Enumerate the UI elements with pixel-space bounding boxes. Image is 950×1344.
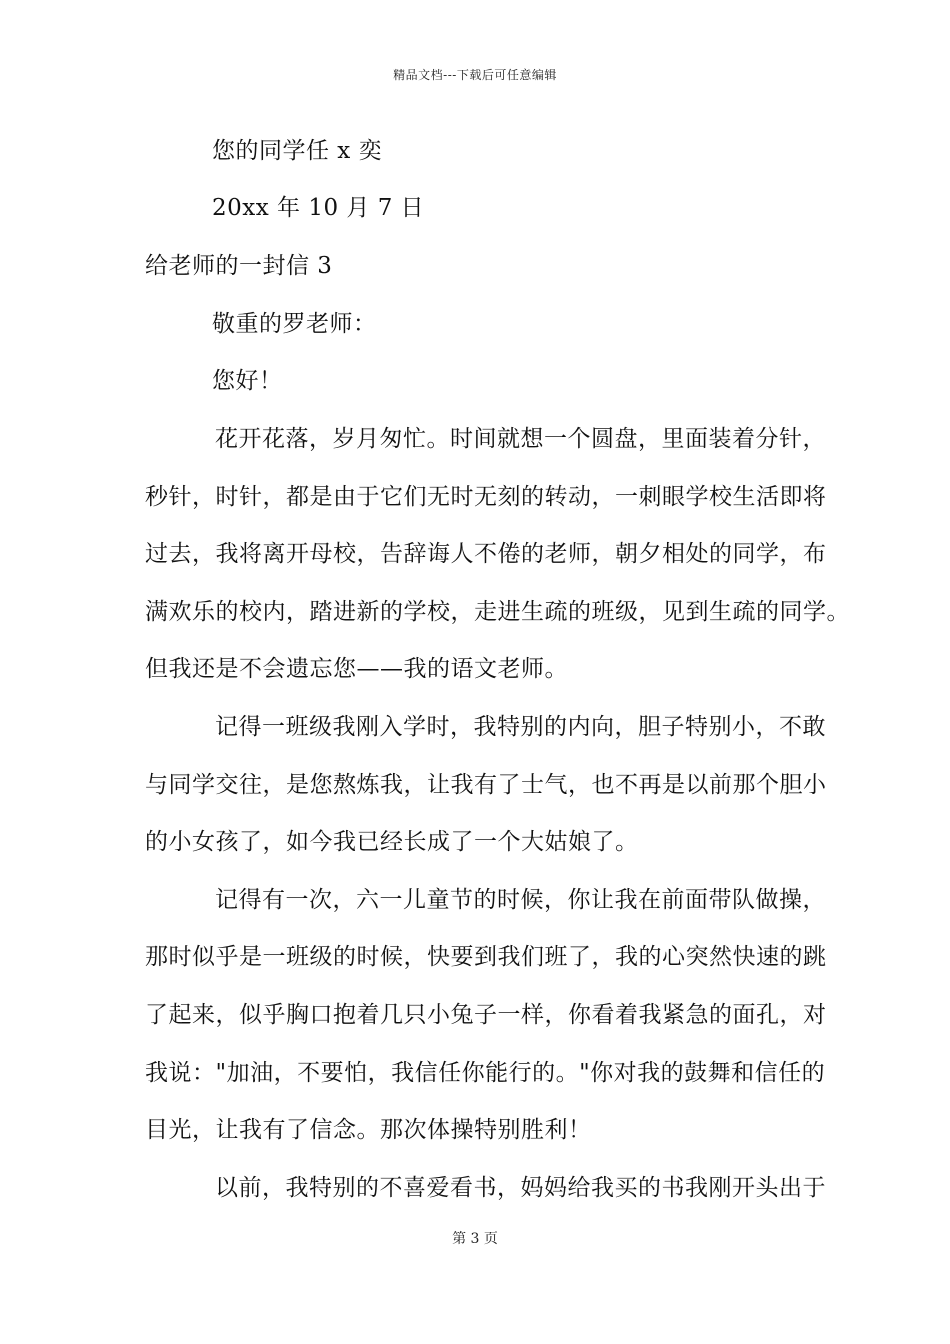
page-number: 第 3 页 xyxy=(452,1231,498,1247)
text-line: 但我还是不会遗忘您——我的语文老师。 xyxy=(145,656,568,682)
text-line: 记得有一次，六一儿童节的时候，你让我在前面带队做操， xyxy=(215,887,826,913)
text-line: 过去，我将离开母校，告辞诲人不倦的老师，朝夕相处的同学，布 xyxy=(145,541,827,567)
text-line: 秒针，时针，都是由于它们无时无刻的转动，一刺眼学校生活即将 xyxy=(145,484,827,510)
signature-line: 您的同学任 x 奕 xyxy=(212,138,383,164)
text-line: 目光，让我有了信念。那次体操特别胜利！ xyxy=(145,1117,592,1143)
text-line: 与同学交往，是您熬炼我，让我有了士气，也不再是以前那个胆小 xyxy=(145,772,827,798)
date-line: 20xx 年 10 月 7 日 xyxy=(212,195,425,221)
text-line: 花开花落，岁月匆忙。时间就想一个圆盘，里面装着分针， xyxy=(215,426,826,452)
letter-title: 给老师的一封信 3 xyxy=(145,253,333,279)
text-line: 的小女孩了，如今我已经长成了一个大姑娘了。 xyxy=(145,829,639,855)
text-line: 那时似乎是一班级的时候，快要到我们班了，我的心突然快速的跳 xyxy=(145,944,827,970)
text-line: 我说："加油，不要怕，我信任你能行的。"你对我的鼓舞和信任的 xyxy=(145,1060,826,1086)
greeting: 您好！ xyxy=(212,368,283,394)
text-line: 记得一班级我刚入学时，我特别的内向，胆子特别小，不敢 xyxy=(215,714,826,740)
text-line: 了起来，似乎胸口抱着几只小兔子一样，你看着我紧急的面孔，对 xyxy=(145,1002,827,1028)
text-line: 满欢乐的校内，踏进新的学校，走进生疏的班级，见到生疏的同学。 xyxy=(145,599,850,625)
page-header: 精品文档---下载后可任意编辑 xyxy=(393,68,557,82)
text-line: 以前，我特别的不喜爱看书，妈妈给我买的书我刚开头出于 xyxy=(215,1175,826,1201)
salutation: 敬重的罗老师： xyxy=(212,311,377,337)
